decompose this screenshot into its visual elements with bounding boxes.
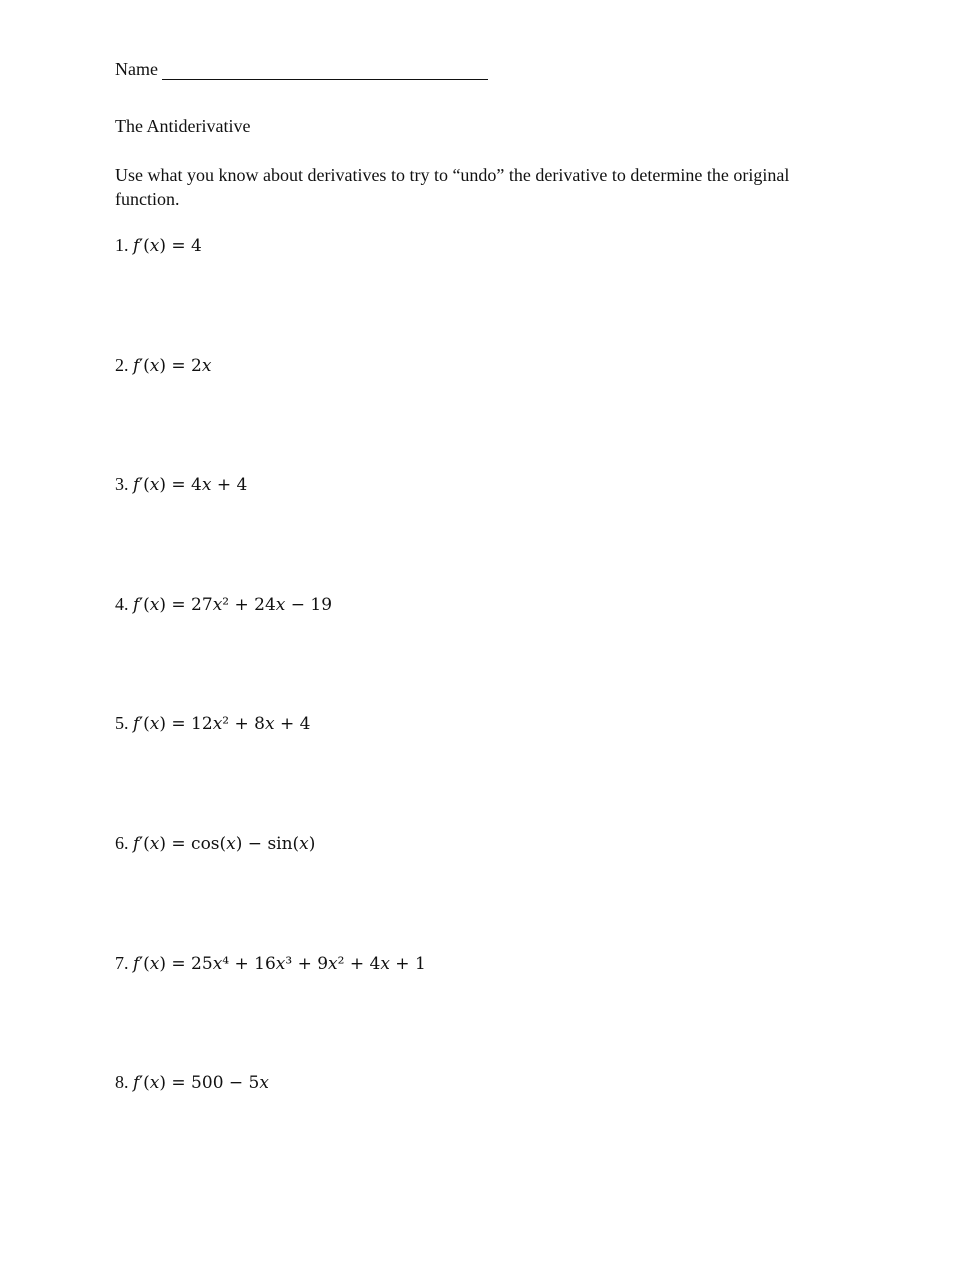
name-blank-line[interactable] [162, 61, 488, 80]
problem-expression: 𝑓′(𝑥) = 25𝑥⁴ + 16𝑥³ + 9𝑥² + 4𝑥 + 1 [133, 954, 426, 974]
instructions-text: Use what you know about derivatives to try to “undo” the derivative to determine the original function. [115, 165, 790, 209]
problem-number: 6. [115, 833, 129, 853]
problem-3 [115, 473, 247, 496]
problem-expression: 𝑓′(𝑥) = cos(𝑥) − sin(𝑥) [133, 834, 316, 854]
problem-expression: 𝑓′(𝑥) = 12𝑥² + 8𝑥 + 4 [133, 714, 311, 734]
name-field-row [115, 58, 488, 80]
worksheet-title: The Antiderivative [115, 116, 251, 136]
problem-1 [115, 234, 202, 257]
problem-expression: 𝑓′(𝑥) = 2𝑥 [133, 356, 212, 376]
problem-number: 2. [115, 355, 129, 375]
problem-4 [115, 593, 332, 616]
problem-number: 1. [115, 235, 129, 255]
problem-8 [115, 1071, 269, 1094]
name-label: Name [115, 59, 158, 79]
problem-expression: 𝑓′(𝑥) = 4 [133, 236, 202, 256]
problem-expression: 𝑓′(𝑥) = 500 − 5𝑥 [133, 1073, 269, 1093]
problem-2 [115, 354, 211, 377]
problem-number: 4. [115, 594, 129, 614]
problem-expression: 𝑓′(𝑥) = 4𝑥 + 4 [133, 475, 248, 495]
problem-number: 3. [115, 474, 129, 494]
problem-number: 8. [115, 1072, 129, 1092]
problem-expression: 𝑓′(𝑥) = 27𝑥² + 24𝑥 − 19 [133, 595, 333, 615]
problem-number: 5. [115, 713, 129, 733]
problem-6 [115, 832, 315, 855]
problem-5 [115, 712, 310, 735]
problem-7 [115, 952, 426, 975]
problem-number: 7. [115, 953, 129, 973]
